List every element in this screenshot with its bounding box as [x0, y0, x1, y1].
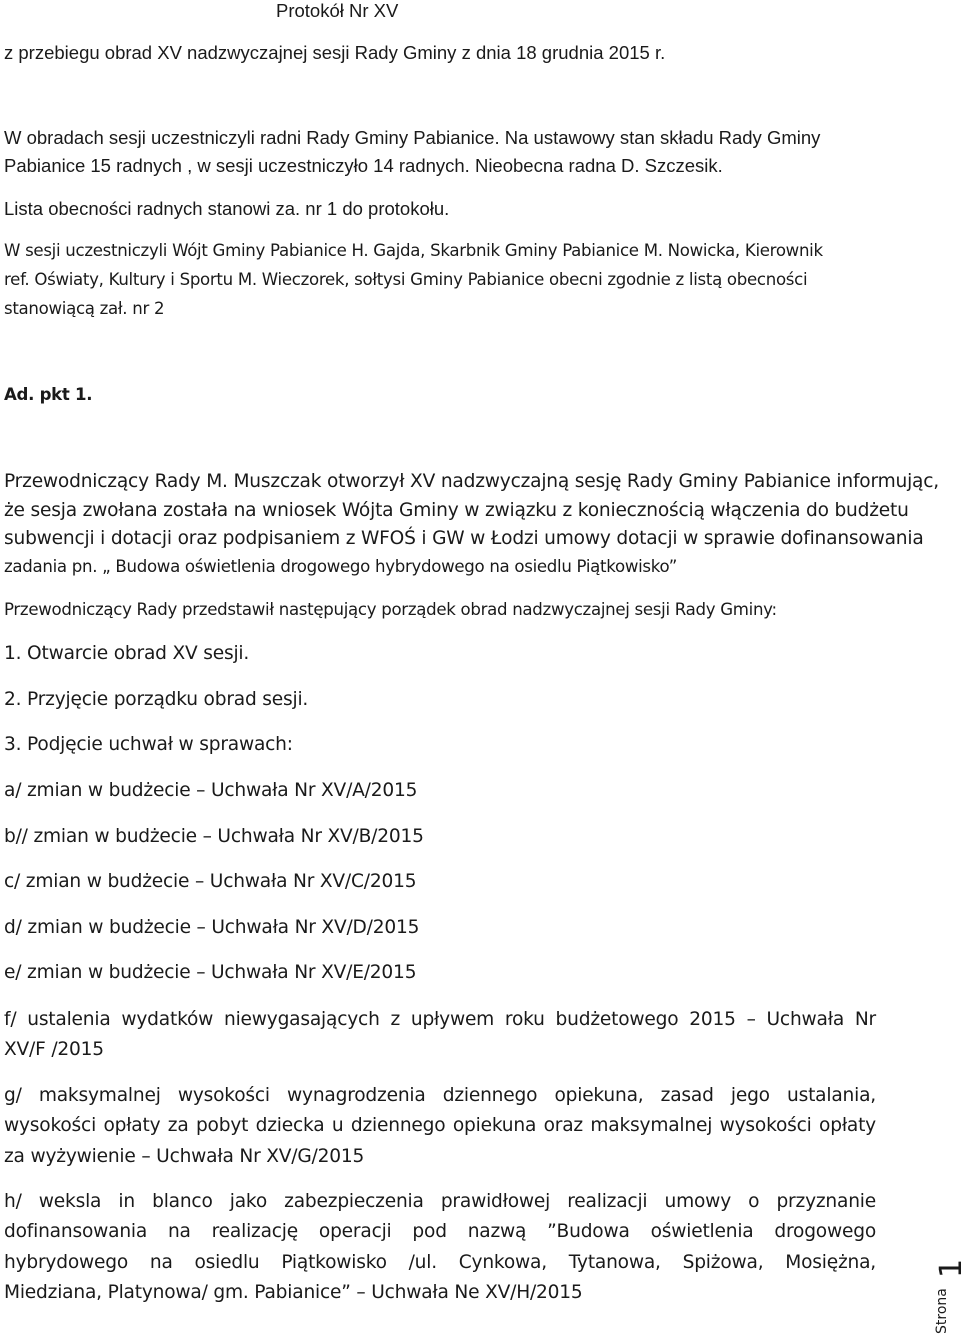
- guests-line-3: stanowiącą zał. nr 2: [4, 299, 165, 318]
- attendance-line-3: Lista obecności radnych stanowi za. nr 1 do protokołu.: [4, 198, 450, 219]
- document-subtitle: z przebiegu obrad XV nadzwyczajnej sesji Rady Gminy z dnia 18 grudnia 2015 r.: [4, 42, 666, 63]
- agenda-item-1: 1. Otwarcie obrad XV sesji.: [4, 643, 250, 664]
- resolution-d: d/ zmian w budżecie – Uchwała Nr XV/D/2015: [4, 917, 420, 938]
- agenda-item-2: 2. Przyjęcie porządku obrad sesji.: [4, 689, 309, 710]
- resolution-g-line-3: za wyżywienie – Uchwała Nr XV/G/2015: [4, 1146, 365, 1167]
- document-title: Protokół Nr XV: [276, 0, 399, 21]
- resolution-c: c/ zmian w budżecie – Uchwała Nr XV/C/2015: [4, 871, 417, 892]
- resolution-g-line-1: g/ maksymalnej wysokości wynagrodzenia dziennego opiekuna, zasad jego ustalania,: [4, 1085, 876, 1106]
- resolution-h-line-2: dofinansowania na realizację operacji pod nazwą ”Budowa oświetlenia drogowego: [4, 1221, 876, 1242]
- resolution-f-line-1: f/ ustalenia wydatków niewygasających z upływem roku budżetowego 2015 – Uchwała Nr: [4, 1009, 876, 1030]
- resolution-h-line-1: h/ weksla in blanco jako zabezpieczenia prawidłowej realizacji umowy o przyznanie: [4, 1191, 876, 1212]
- opening-line-1: Przewodniczący Rady M. Muszczak otworzył XV nadzwyczajną sesję Rady Gminy Pabianice informując,: [4, 471, 939, 492]
- opening-line-3: subwencji i dotacji oraz podpisaniem z WFOŚ i GW w Łodzi umowy dotacji w sprawie dofinansowania: [4, 528, 924, 549]
- resolution-h-line-3: hybrydowego na osiedlu Piątkowisko /ul. Cynkowa, Tytanowa, Spiżowa, Mosiężna,: [4, 1252, 876, 1273]
- section-heading: Ad. pkt 1.: [4, 385, 93, 404]
- resolution-f-line-2: XV/F /2015: [4, 1039, 104, 1060]
- resolution-e: e/ zmian w budżecie – Uchwała Nr XV/E/2015: [4, 962, 417, 983]
- resolution-h-line-4: Miedziana, Platynowa/ gm. Pabianice” – Uchwała Ne XV/H/2015: [4, 1282, 583, 1303]
- agenda-intro: Przewodniczący Rady przedstawił następujący porządek obrad nadzwyczajnej sesji Rady Gminy:: [4, 600, 777, 619]
- resolution-a: a/ zmian w budżecie – Uchwała Nr XV/A/2015: [4, 780, 418, 801]
- agenda-item-3: 3. Podjęcie uchwał w sprawach:: [4, 734, 293, 755]
- guests-line-1: W sesji uczestniczyli Wójt Gminy Pabianice H. Gajda, Skarbnik Gminy Pabianice M. Nowicka, Kierownik: [4, 241, 823, 260]
- page-number: 1: [934, 1258, 969, 1278]
- attendance-line-2: Pabianice 15 radnych , w sesji uczestniczyło 14 radnych. Nieobecna radna D. Szczesik.: [4, 155, 723, 176]
- resolution-g-line-2: wysokości opłaty za pobyt dziecka u dziennego opiekuna oraz maksymalnej wysokości opłaty: [4, 1115, 876, 1136]
- opening-line-2: że sesja zwołana została na wniosek Wójta Gminy w związku z koniecznością włączenia do budżetu: [4, 500, 909, 521]
- resolution-b: b// zmian w budżecie – Uchwała Nr XV/B/2015: [4, 826, 424, 847]
- attendance-line-1: W obradach sesji uczestniczyli radni Rady Gminy Pabianice. Na ustawowy stan składu Rady Gminy: [4, 127, 821, 148]
- opening-line-4: zadania pn. „ Budowa oświetlenia drogowego hybrydowego na osiedlu Piątkowisko”: [4, 557, 678, 576]
- page-footer: [920, 1256, 969, 1336]
- page-label: Strona: [934, 1288, 950, 1334]
- guests-line-2: ref. Oświaty, Kultury i Sportu M. Wieczorek, sołtysi Gminy Pabianice obecni zgodnie z listą obecności: [4, 270, 808, 289]
